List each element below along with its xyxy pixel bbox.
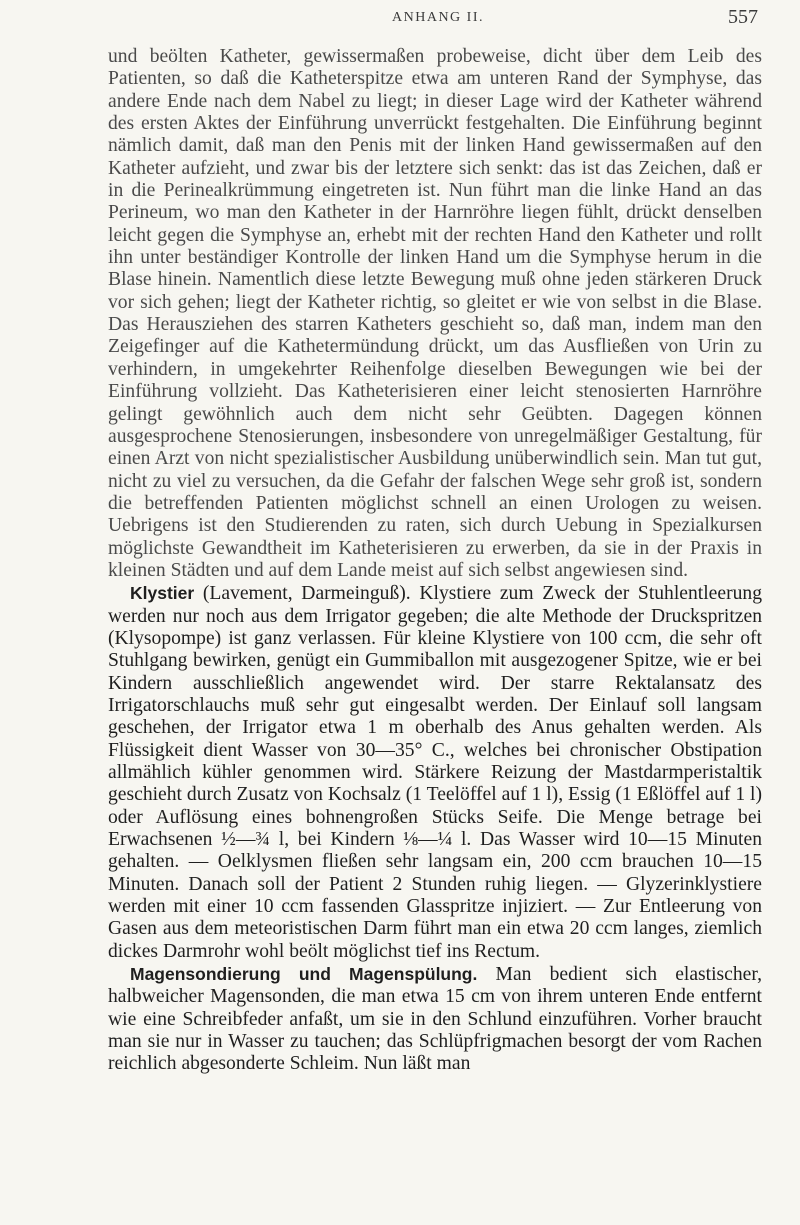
paragraph-text: Man bedient sich elastischer, halbweicher Magensonden, die man etwa 15 cm von ihrem unteren Ende entfernt wie eine Schreibfeder anfaßt, um sie in den Schlund einzuführen. Vorher braucht man sie nur in Wasser zu tauchen; das Schlüpfrigmachen besorgt der vom Rachen reichlich abgesonderte Schleim. Nun läßt man (108, 964, 763, 1075)
paragraph-magensondierung (108, 963, 762, 1076)
paragraph-text: und beölten Katheter, gewissermaßen probeweise, dicht über dem Leib des Patienten, so daß die Katheterspitze etwa am unteren Rand der Symphyse, das andere Ende nach dem Nabel zu liegt; in dieser Lage wird der Katheter während des ersten Aktes der Einführung unverrückt festgehalten. Die Einführung beginnt nämlich damit, daß man den Penis mit der linken Hand gewissermaßen auf den Katheter aufzieht, und zwar bis der letztere sich senkt: das ist das Zeichen, daß er in die Perinealkrümmung eingetreten ist. Nun führt man die linke Hand an das Perineum, wo man den Katheter in der Harnröhre liegen fühlt, drückt denselben leicht gegen die Symphyse an, erhebt mit der rechten Hand den Katheter und rollt ihn unter beständiger Kontrolle der linken Hand um die Symphyse herum in die Blase hinein. Namentlich diese letzte Bewegung muß ohne jeden stärkeren Druck vor sich gehen; liegt der Katheter richtig, so gleitet er wie von selbst in die Blase. Das Herausziehen des starren Katheters geschieht so, daß man, indem man den Zeigefinger auf die Kathetermündung drückt, um das Ausfließen von Urin zu verhindern, in umgekehrter Reihenfolge dieselben Bewegungen wie bei der Einführung vollzieht. Das Katheterisieren einer leicht stenosierten Harnröhre gelingt gewöhnlich auch dem nicht sehr Geübten. Dagegen können ausgesprochene Stenosierungen, insbesondere von unregelmäßiger Gestaltung, für einen Arzt von nicht spezialistischer Ausbildung unüberwindlich sein. Man tut gut, nicht zu viel zu versuchen, da die Gefahr der falschen Wege sehr groß ist, sondern die betreffenden Patienten möglichst schnell an einen Urologen zu weisen. Uebrigens ist den Studierenden zu raten, sich durch Uebung in Spezialkursen möglichste Gewandtheit im Katheterisieren zu erwerben, da sie in der Praxis in kleinen Städten und auf dem Lande meist auf sich selbst angewiesen sind. (108, 46, 762, 581)
section-heading-magensondierung: Magensondierung und Magenspülung. (130, 964, 478, 985)
section-heading-klystier: Klystier (130, 583, 195, 604)
paragraph-catheter-continuation (108, 46, 762, 582)
body-text (108, 46, 762, 1076)
paragraph-klystier (108, 582, 762, 963)
paragraph-text: (Lavement, Darmeinguß). Klystiere zum Zweck der Stuhlentleerung werden nur noch aus dem Irrigator gegeben; die alte Methode der Druckspritzen (Klysopompe) ist ganz verlassen. Für kleine Klystiere von 100 ccm, die sehr oft Stuhlgang bewirken, genügt ein Gummiballon mit ausgezogener Spitze, wie er bei Kindern ausschließlich angewendet wird. Der starre Rektalansatz des Irrigatorschlauchs muß sehr gut eingesalbt werden. Der Einlauf soll langsam geschehen, der Irrigator etwa 1 m oberhalb des Anus gehalten werden. Als Flüssigkeit dient Wasser von 30—35° C., welches bei chronischer Obstipation allmählich kühler genommen wird. Stärkere Reizung der Mastdarmperistaltik geschieht durch Zusatz von Kochsalz (1 Teelöffel auf 1 l), Essig (1 Eßlöffel auf 1 l) oder Auflösung eines bohnengroßen Stücks Seife. Die Menge betrage bei Erwachsenen ½—¾ l, bei Kindern ⅛—¼ l. Das Wasser wird 10—15 Minuten gehalten. — Oelklysmen fließen sehr langsam ein, 200 ccm brauchen 10—15 Minuten. Danach soll der Patient 2 Stunden ruhig liegen. — Glyzerinklystiere werden mit einer 10 ccm fassenden Glasspritze injiziert. — Zur Entleerung von Gasen aus dem meteoristischen Darm führt man ein etwa 20 ccm langes, ziemlich dickes Darmrohr wohl beölt möglichst tief ins Rectum. (108, 583, 762, 962)
running-head (108, 6, 768, 32)
running-title: ANHANG II. (392, 10, 484, 25)
page-number: 557 (728, 6, 758, 28)
